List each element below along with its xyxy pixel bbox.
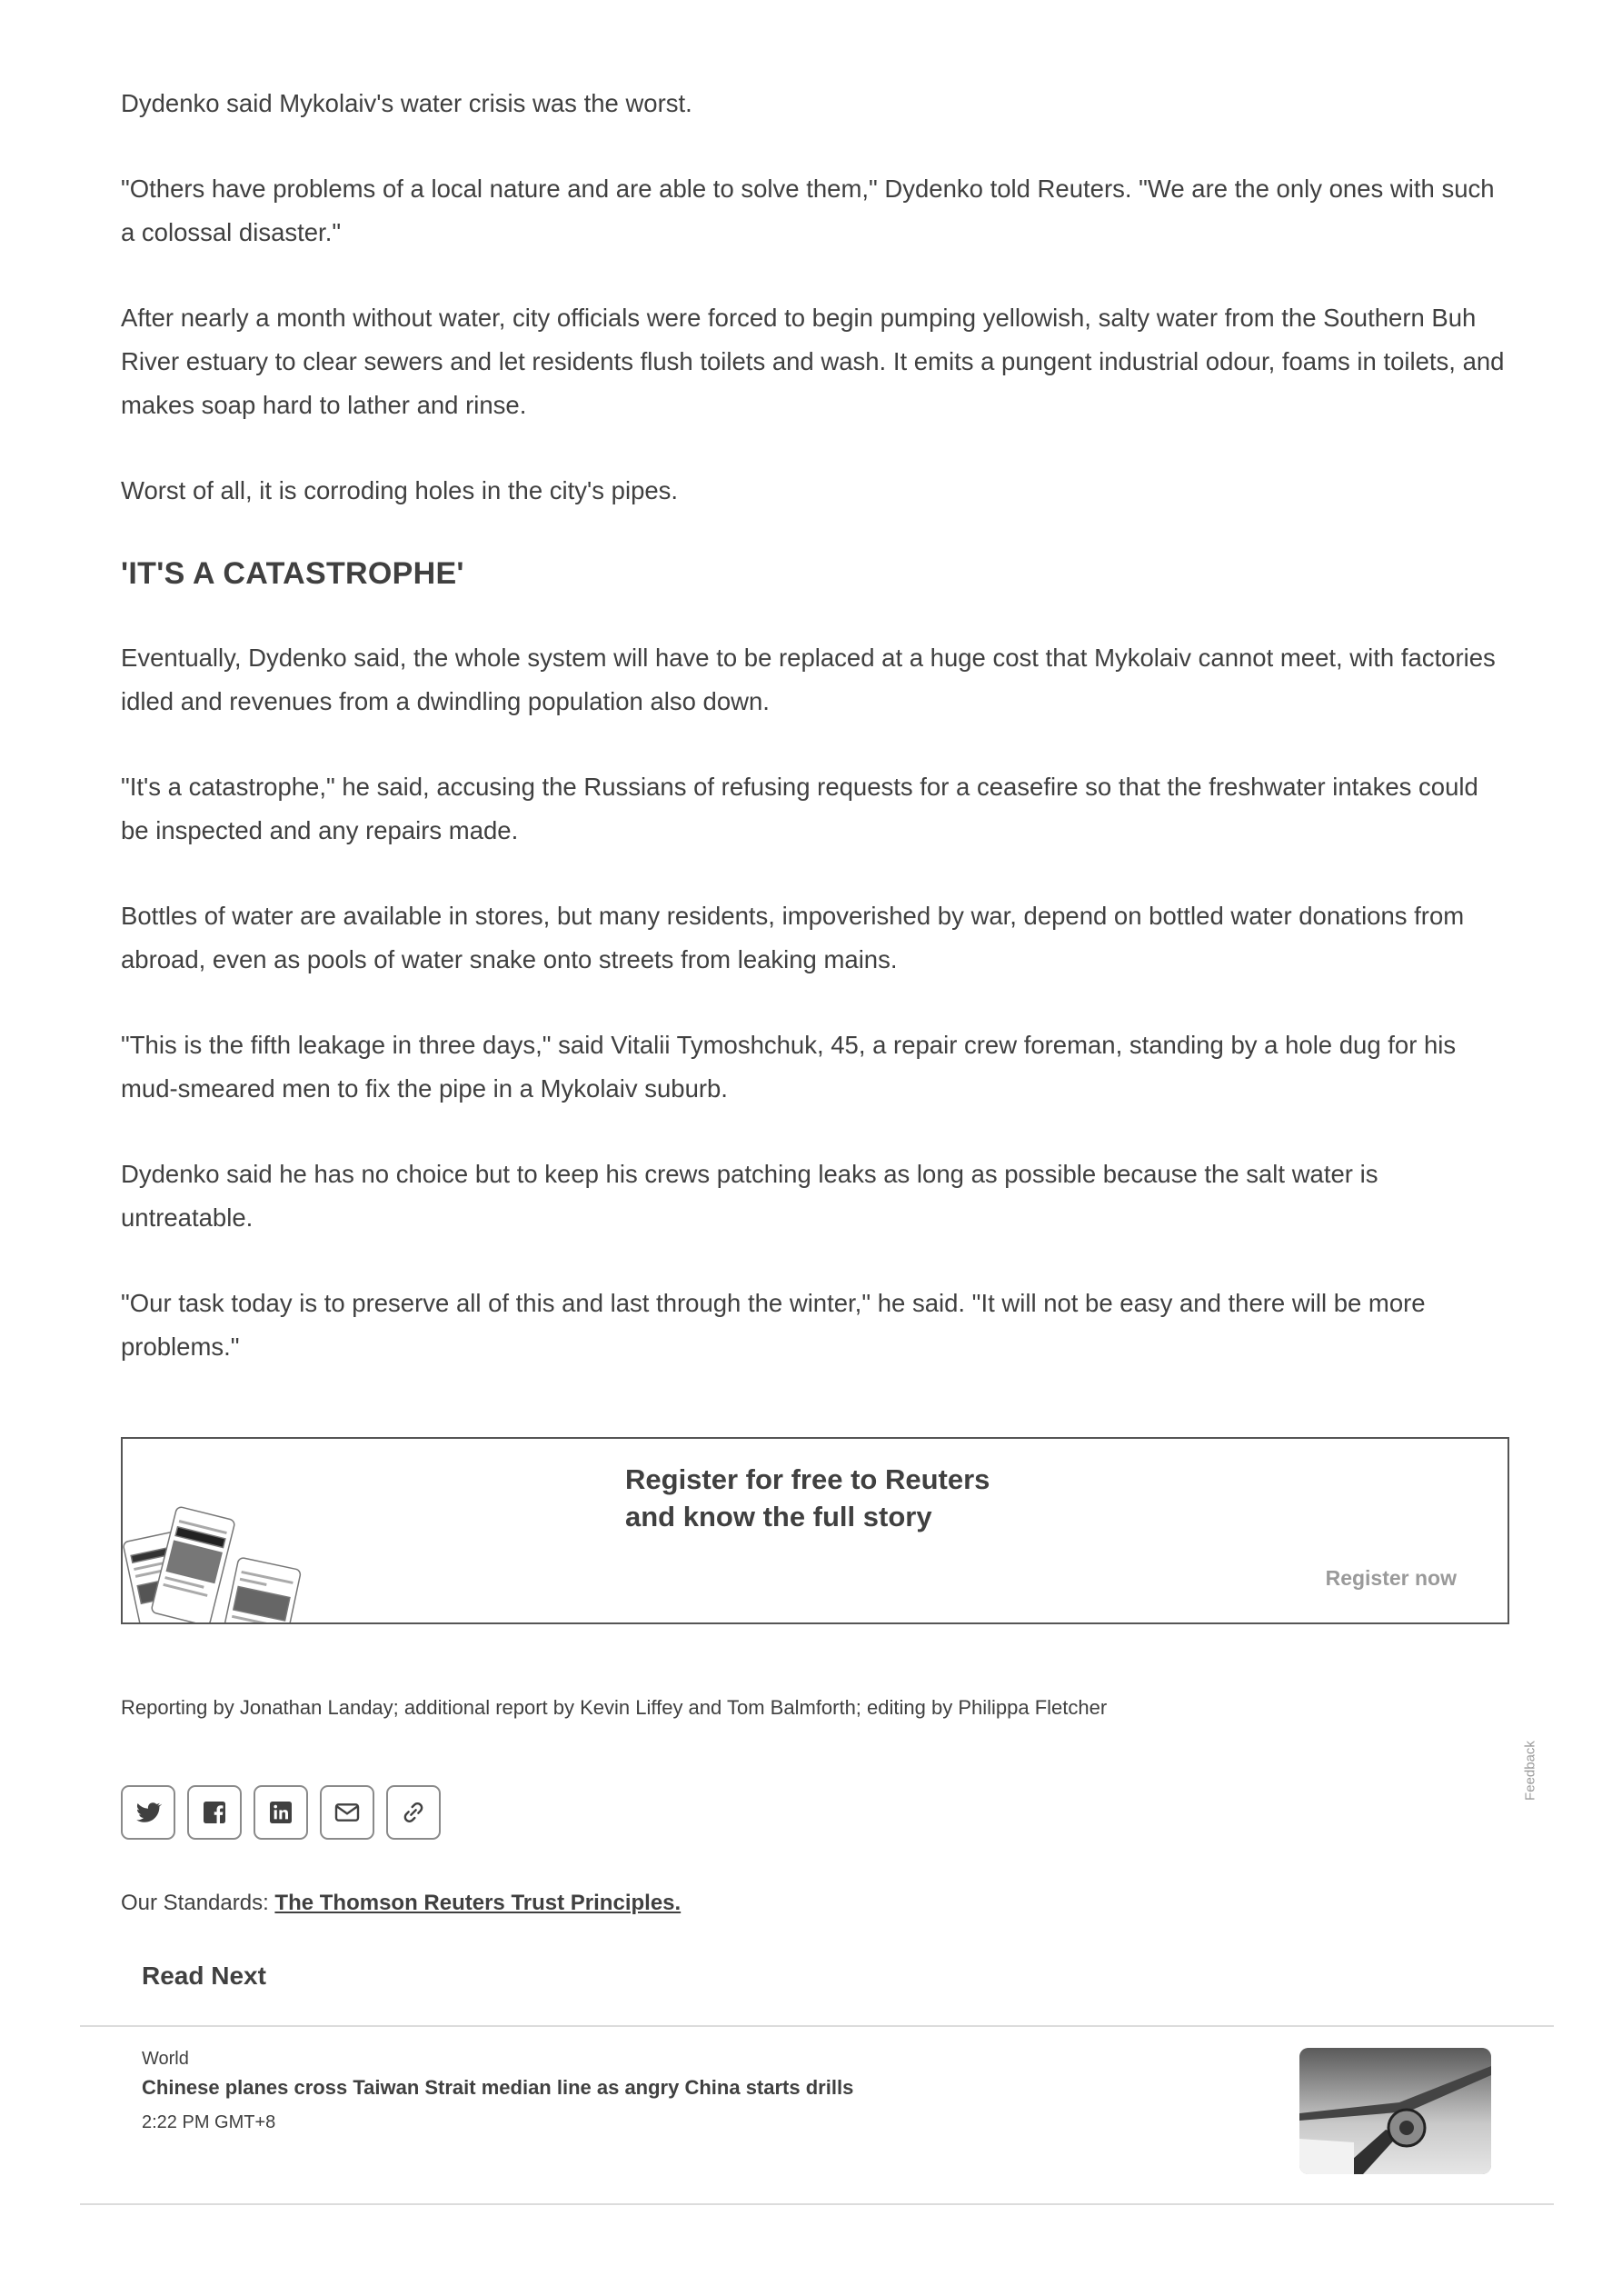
twitter-icon [134,1798,163,1827]
article-paragraph: Bottles of water are available in stores, but many residents, impoverished by war, depend on bottled water donations from abroad, even as pools of water snake onto streets from leaking mains. [121,902,1465,973]
article-paragraph: "It's a catastrophe," he said, accusing the Russians of refusing requests for a ceasefire so that the freshwater intakes could be inspected and any repairs made. [121,773,1478,844]
article-paragraph: "Others have problems of a local nature and are able to solve them," Dydenko told Reuters. "We are the only ones with such a colossal disaster." [121,175,1495,246]
article-paragraph: Dydenko said he has no choice but to keep his crews patching leaks as long as possible because the salt water is untreatable. [121,1160,1378,1232]
link-icon [399,1798,428,1827]
article-paragraph: Dydenko said Mykolaiv's water crisis was the worst. [121,89,692,117]
aircraft-photo [1299,2048,1491,2174]
read-next-heading: Read Next [142,1962,266,1990]
byline: Reporting by Jonathan Landay; additional report by Kevin Liffey and Tom Balmforth; editing by Philippa Fletcher [121,1696,1108,1719]
divider [80,2203,1554,2205]
share-twitter-button[interactable] [121,1785,175,1840]
share-linkedin-button[interactable] [254,1785,308,1840]
article-subheading: 'IT'S A CATASTROPHE' [121,556,464,591]
standards-label: Our Standards: [121,1891,275,1915]
copy-link-button[interactable] [386,1785,441,1840]
register-promo[interactable] [121,1437,1509,1624]
article-paragraph: Eventually, Dydenko said, the whole system will have to be replaced at a huge cost that Mykolaiv cannot meet, with factories idled and revenues from a dwindling population also down. [121,644,1496,715]
phones-illustration [123,1506,313,1624]
share-email-button[interactable] [320,1785,374,1840]
feedback-tab[interactable] [1519,1734,1541,1807]
read-next-headline[interactable]: Chinese planes cross Taiwan Strait median line as angry China starts drills [142,2076,854,2099]
register-title [625,1461,990,1535]
article-paragraph: "This is the fifth leakage in three days," said Vitalii Tymoshchuk, 45, a repair crew foreman, standing by a hole dug for his mud-smeared men to fix the pipe in a Mykolaiv suburb. [121,1031,1457,1103]
register-now-button[interactable]: Register now [1325,1566,1457,1590]
share-bar [121,1785,441,1840]
standards-line [121,1891,681,1916]
article-paragraph: After nearly a month without water, city officials were forced to begin pumping yellowish, salty water from the Southern Buh River estuary to clear sewers and let residents flush toilets and wash. It emits a pungent industrial odour, foams in toilets, and makes soap hard to lather and rinse. [121,304,1505,419]
feedback-label: Feedback [1522,1741,1538,1801]
divider [80,2025,1554,2027]
register-title-line: and know the full story [625,1501,932,1532]
read-next-section-label[interactable]: World [142,2049,189,2069]
article-paragraph: "Our task today is to preserve all of this and last through the winter," he said. "It will not be easy and there will be more problems." [121,1289,1426,1361]
share-facebook-button[interactable] [187,1785,242,1840]
facebook-icon [200,1798,229,1827]
read-next-timestamp: 2:22 PM GMT+8 [142,2112,276,2132]
register-title-line: Register for free to Reuters [625,1463,990,1495]
linkedin-icon [266,1798,295,1827]
article-paragraph: Worst of all, it is corroding holes in the city's pipes. [121,476,679,504]
trust-principles-link[interactable]: The Thomson Reuters Trust Principles. [274,1891,682,1915]
email-icon [333,1798,362,1827]
read-next-thumbnail[interactable] [1299,2048,1491,2174]
article-body [121,82,1511,1411]
